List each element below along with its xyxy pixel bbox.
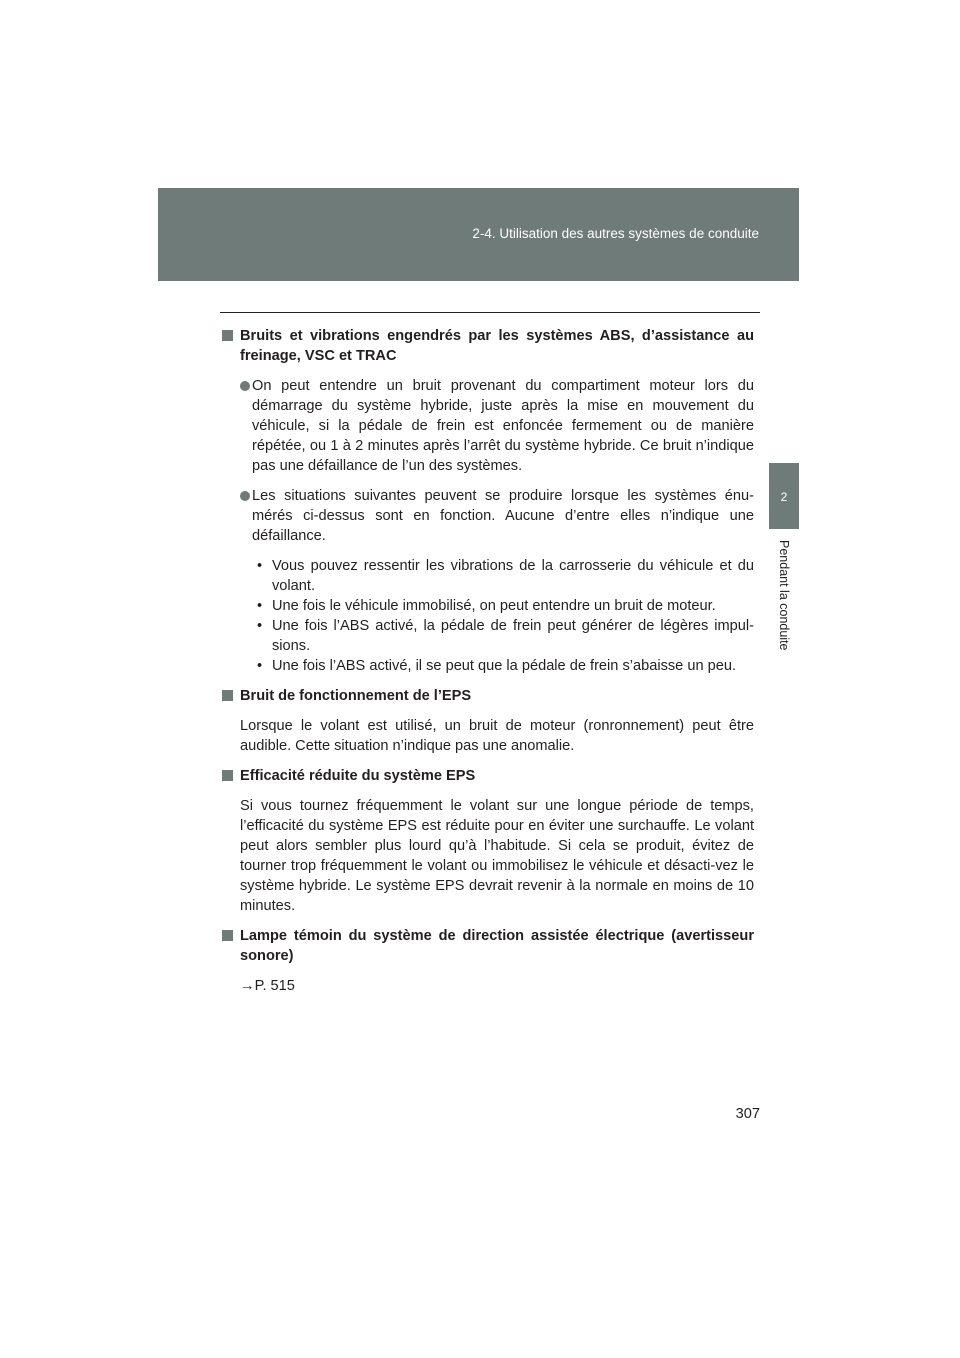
list-item: [252, 616, 754, 656]
dot-item: [240, 376, 754, 476]
list-item: [252, 656, 754, 676]
chapter-tab: [769, 463, 799, 529]
dot-item: [240, 486, 754, 676]
dot-item-text: Les situations suivantes peuvent se produire lorsque les systèmes énu-mérés ci-dessus sont en fonction. Aucune d’entre elles n’indique une défaillance.: [252, 488, 754, 544]
chapter-number: 2: [780, 490, 788, 504]
bullet-dot-icon: •: [257, 658, 263, 674]
page-number: 307: [735, 1106, 760, 1122]
section-eps-efficiency: [222, 766, 754, 916]
section-body: Si vous tournez fréquemment le volant sur une longue période de temps, l’efficacité du système EPS est réduite pour en éviter une surchauffe. Le volant peut alors sembler plus lourd qu’à l’habitude. Si cela se produit, évitez de tourner trop fréquemment le volant ou immobilisez le véhicule et désacti-vez le système hybride. Le système EPS devrait revenir à la normale en moins de 10 minutes.: [240, 798, 754, 914]
bullet-dot-icon: •: [257, 618, 263, 634]
square-bullet-icon: [222, 330, 233, 341]
section-eps-noise: [222, 686, 754, 756]
section-title-eps-noise: Bruit de fonctionnement de l’EPS: [240, 688, 472, 704]
list-item-text: Une fois l’ABS activé, la pédale de frein peut générer de légères impul-sions.: [272, 618, 754, 654]
circle-bullet-icon: [240, 491, 250, 501]
list-item-text: Une fois l’ABS activé, il se peut que la pédale de frein s’abaisse un peu.: [272, 658, 737, 674]
bullet-list: [252, 556, 754, 676]
section-title: 2-4. Utilisation des autres systèmes de conduite: [472, 226, 759, 241]
dot-item-text: On peut entendre un bruit provenant du compartiment moteur lors du démarrage du système hybride, juste après la mise en mouvement du véhicule, si la pédale de frein est enfoncée fermement ou de manière répétée, ou 1 à 2 minutes après l’arrêt du système hybride. Ce bruit n’indique pas une défaillance de l’un des systèmes.: [252, 378, 754, 474]
bullet-dot-icon: •: [257, 558, 263, 574]
square-bullet-icon: [222, 930, 233, 941]
list-item-text: Une fois le véhicule immobilisé, on peut entendre un bruit de moteur.: [272, 598, 716, 614]
section-body: Lorsque le volant est utilisé, un bruit de moteur (ronronnement) peut être audible. Cette situation n’indique pas une anomalie.: [240, 718, 754, 754]
section-header-bar: [158, 188, 799, 281]
section-title-eps-lamp: Lampe témoin du système de direction assistée électrique (avertisseur sonore): [240, 928, 754, 964]
square-bullet-icon: [222, 770, 233, 781]
header-rule: [220, 312, 760, 313]
list-item-text: Vous pouvez ressentir les vibrations de la carrosserie du véhicule et du volant.: [272, 558, 754, 594]
list-item: [252, 596, 754, 616]
list-item: [252, 556, 754, 596]
section-abs-noise: [222, 326, 754, 676]
bullet-dot-icon: •: [257, 598, 263, 614]
page-content: [222, 326, 754, 1006]
section-title-abs: Bruits et vibrations engendrés par les systèmes ABS, d’assistance au freinage, VSC et TRAC: [240, 328, 754, 364]
section-eps-warning-lamp: [222, 926, 754, 996]
square-bullet-icon: [222, 690, 233, 701]
page-reference-link[interactable]: →P. 515: [240, 978, 295, 994]
circle-bullet-icon: [240, 381, 250, 391]
section-title-eps-efficiency: Efficacité réduite du système EPS: [240, 768, 476, 784]
chapter-label: Pendant la conduite: [777, 540, 791, 651]
